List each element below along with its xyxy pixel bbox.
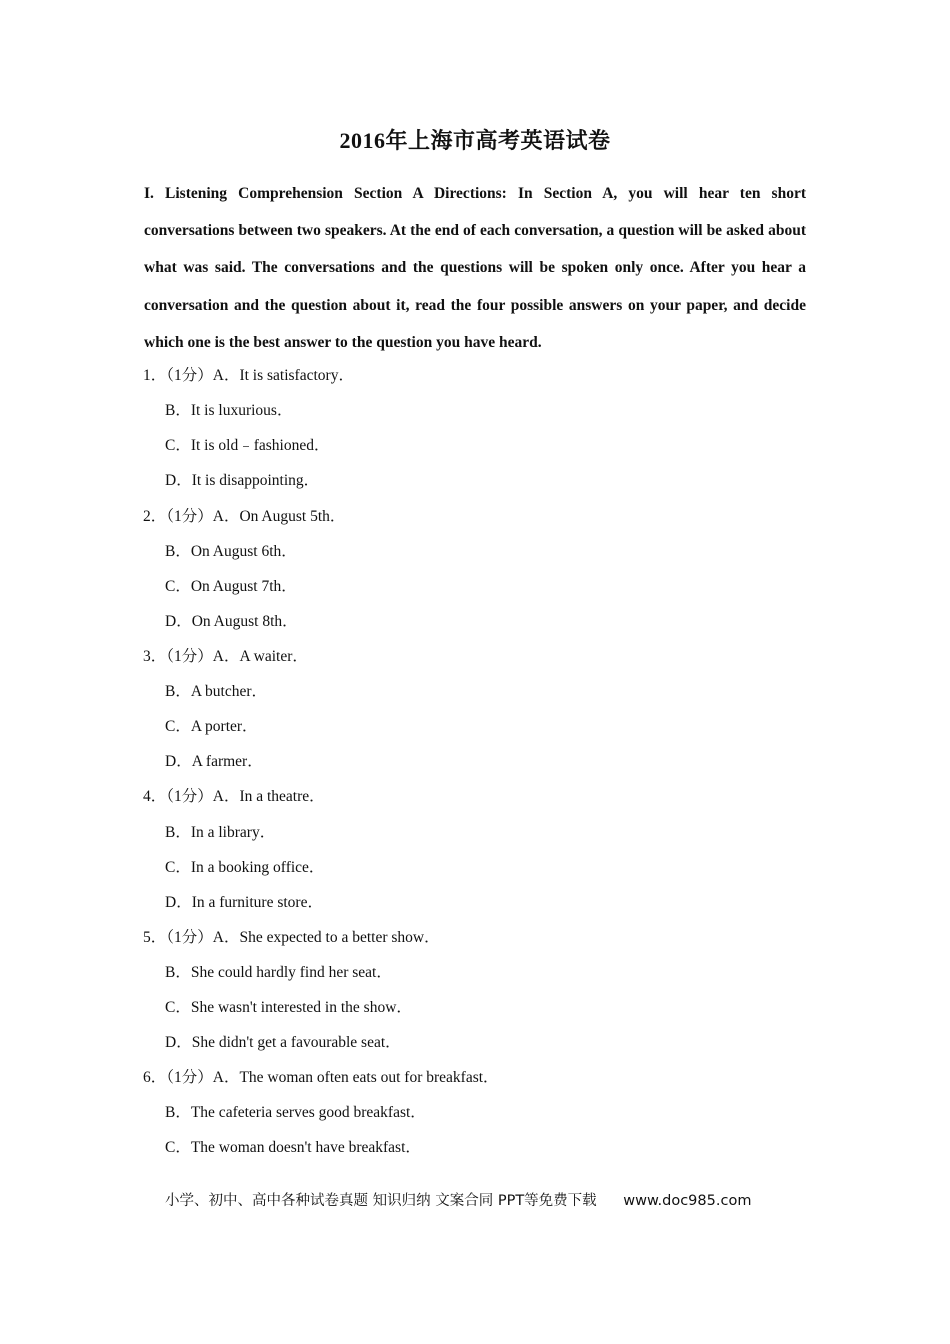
question-2-option-a: 2．（1分）A．On August 5th． (143, 508, 346, 525)
question-5-option-c: C．She wasn't interested in the show． (165, 999, 412, 1016)
question-1-option-a: 1．（1分）A．It is satisfactory． (143, 367, 354, 384)
question-2-option-b: B．On August 6th． (165, 543, 297, 560)
question-3-option-d: D．A farmer． (165, 753, 263, 770)
question-4-option-a: 4．（1分）A．In a theatre． (143, 788, 325, 805)
question-6-option-a: 6．（1分）A．The woman often eats out for breakfast． (143, 1069, 499, 1086)
question-1-option-d: D．It is disappointing． (165, 472, 320, 489)
question-3-option-a: 3．（1分）A．A waiter． (143, 648, 308, 665)
section-directions: I. Listening Comprehension Section A Directions: In Section A, you will hear ten short conversations between two speakers. At the end of each conversation, a question will be asked about what was said. The conversations and the questions will be spoken only once. After you hear a conversation and the question about it, read the four possible answers on your paper, and decide which one is the best answer to the question you have heard. (144, 185, 806, 351)
question-4-option-d: D．In a furniture store． (165, 894, 323, 911)
page-title: 2016年上海市高考英语试卷 (339, 128, 611, 153)
question-6-option-c: C．The woman doesn't have breakfast． (165, 1139, 421, 1156)
question-1-option-b: B．It is luxurious． (165, 402, 293, 419)
question-6-option-b: B．The cafeteria serves good breakfast． (165, 1104, 426, 1121)
question-5-option-b: B．She could hardly find her seat． (165, 964, 392, 981)
question-5-option-d: D．She didn't get a favourable seat． (165, 1034, 401, 1051)
question-2-option-c: C．On August 7th． (165, 578, 297, 595)
question-4-option-c: C．In a booking office． (165, 859, 325, 876)
footer-url-link[interactable]: www.doc985.com (623, 1193, 752, 1209)
question-1-option-c: C．It is old﹣fashioned． (165, 437, 330, 454)
question-5-option-a: 5．（1分）A．She expected to a better show． (143, 929, 440, 946)
footer-promo-text: 小学、初中、高中各种试卷真题 知识归纳 文案合同 PPT等免费下载 (165, 1193, 597, 1209)
page-footer (165, 1190, 805, 1212)
question-3-option-b: B．A butcher． (165, 683, 268, 700)
question-4-option-b: B．In a library． (165, 824, 276, 841)
question-3-option-c: C．A porter． (165, 718, 258, 735)
question-2-option-d: D．On August 8th． (165, 613, 298, 630)
